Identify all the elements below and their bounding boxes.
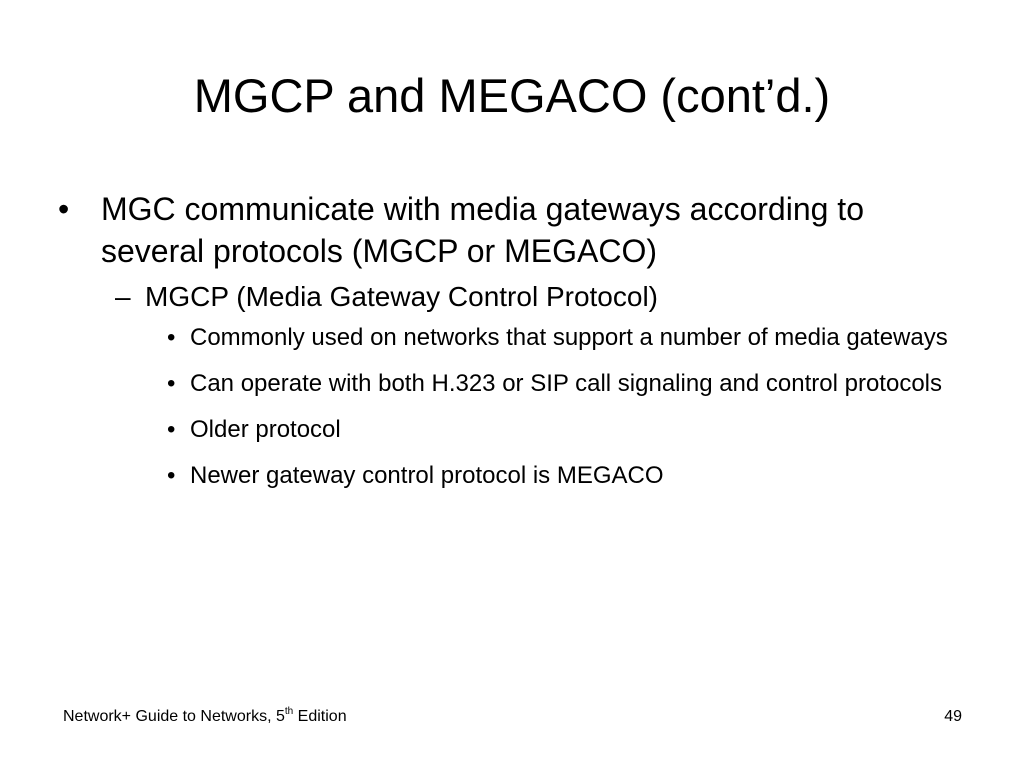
bullet-level3 [167,321,960,354]
bullet-marker: • [58,191,70,227]
bullet-level3 [167,459,960,492]
footer-book-prefix: Network+ Guide to Networks, 5 [63,708,285,725]
page-number: 49 [944,708,962,725]
dash-marker: – [115,281,131,312]
bullet-text: Older protocol [190,416,341,443]
bullet-text: Can operate with both H.323 or SIP call signaling and control protocols [190,370,943,397]
bullet-text: Newer gateway control protocol is MEGACO [190,462,664,489]
footer-book-superscript: th [284,705,294,717]
bullet-text: MGCP (Media Gateway Control Protocol) [145,281,658,312]
bullet-level2 [115,278,958,316]
bullet-marker: • [167,416,176,443]
bullet-marker: • [167,324,176,351]
bullet-level3 [167,367,960,400]
bullet-text: Commonly used on networks that support a number of media gateways [190,324,948,351]
bullet-marker: • [167,462,176,489]
bullet-level1 [58,188,958,272]
bullet-level3 [167,413,960,446]
bullet-text: MGC communicate with media gateways according to several protocols (MGCP or MEGACO) [101,191,864,269]
footer-book-title [63,706,347,728]
slide-body [58,188,958,492]
slide-title: MGCP and MEGACO (cont’d.) [193,69,831,122]
footer-book-suffix: Edition [293,708,347,725]
bullet-marker: • [167,370,176,397]
